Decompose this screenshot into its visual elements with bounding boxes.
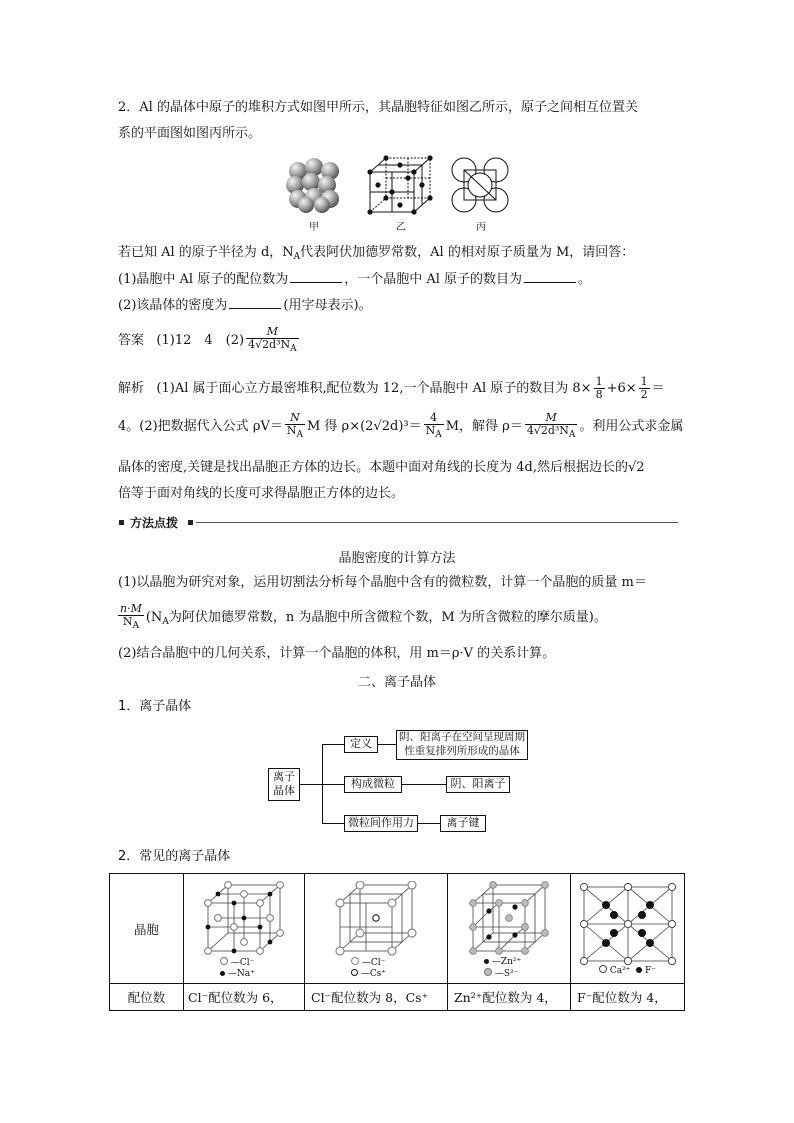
q2-part2: (2)该晶体的密度为 (用字母表示)。 — [118, 298, 372, 313]
diagram-branch-particles: 构成微粒 — [344, 776, 402, 793]
nacl-legend: —Cl⁻ —Na⁺ — [220, 957, 304, 980]
zns-cell-svg — [467, 881, 551, 957]
method-square-icon — [119, 520, 124, 525]
diagram-leaf-2-connector — [402, 784, 446, 785]
figure-label-yi: 乙 — [396, 222, 406, 233]
diagram-root-box — [268, 768, 300, 801]
q2-intro-line2: 系的平面图如图丙所示。 — [118, 126, 262, 141]
method-p1-line1: (1)以晶胞为研究对象，运用切割法分析每个晶胞中含有的微粒数，计算一个晶胞的质量 m＝ — [118, 575, 647, 590]
figure-label-jia: 甲 — [309, 222, 319, 233]
analysis-line1: 解析 (1)Al 属于面心立方最密堆积,配位数为 12,一个晶胞中 Al 原子的数目为 8× $\frac{1}{8}$ +6× $\frac{1}{2}$ ＝ — [118, 375, 665, 401]
diagram-branch-force: 微粒间作用力 — [344, 815, 418, 832]
method-header-dot — [188, 520, 193, 525]
diagram-leaf-particles: 阴、阳离子 — [446, 776, 510, 793]
figure-yi-fcc-cell — [366, 154, 436, 216]
figure-label-bing: 丙 — [476, 222, 486, 233]
zns-legend: —Zn²⁺ —S²⁻ — [484, 957, 570, 980]
diagram-root-label: 离子晶体 — [273, 770, 295, 797]
table-row-label-coordination: 配位数 — [110, 984, 184, 1011]
section2-title: 二、离子晶体 — [357, 675, 436, 690]
caf2-coordination: F⁻配位数为 4， — [571, 984, 685, 1011]
cscl-cell — [305, 874, 448, 984]
analysis-line2: 4。(2)把数据代入公式 ρV＝ $\frac{N}{N_A}$ M 得 ρ×(2√2d)³＝ $\frac{4}{N_A}$ M，解得 ρ＝ $\frac{M}{4√2d^3N_A}$ 。利用公式求金属 — [118, 411, 684, 440]
analysis-line4: 倍等于面对角线的长度可求得晶胞正方体的边长。 — [118, 486, 405, 501]
q2-intro-line1: 2．Al 的晶体中原子的堆积方式如图甲所示，其晶胞特征如图乙所示，原子之间相互位置关 — [118, 100, 638, 115]
zns-coordination: Zn²⁺配位数为 4， — [448, 984, 571, 1011]
answer-line: 答案 (1)12 4 (2) $\frac{M}{4√2d^3N_A}$ — [118, 325, 297, 354]
analysis-line3: 晶体的密度,关键是找出晶胞正方体的边长。本题中面对角线的长度为 4d,然后根据边长的√2 — [118, 460, 645, 475]
figure-bing-plane — [449, 156, 511, 214]
diagram-leaf-1-connector — [378, 744, 396, 745]
caf2-cell — [571, 874, 685, 984]
answer-blank-1[interactable] — [290, 270, 342, 283]
diagram-root-connector — [300, 784, 322, 785]
diagram-branch-definition: 定义 — [344, 736, 378, 753]
method-divider — [196, 522, 678, 523]
diagram-leaf-3-connector — [418, 823, 440, 824]
diagram-leaf-definition: 阴、阳离子在空间呈现周期性重复排列所形成的晶体 — [396, 730, 528, 760]
table-row-coordination — [110, 984, 685, 1011]
diagram-branch-1-connector — [322, 744, 344, 745]
diagram-branch-3-connector — [322, 823, 344, 824]
nacl-coordination: Cl⁻配位数为 6， — [184, 984, 305, 1011]
zns-cell — [448, 874, 571, 984]
nacl-cell — [184, 874, 305, 984]
method-header: 方法点拨 — [130, 516, 179, 530]
q2-part1: (1)晶胞中 Al 原子的配位数为 ，一个晶胞中 Al 原子的数目为 。 — [118, 272, 592, 287]
nacl-cell-svg — [202, 881, 286, 957]
cscl-legend: —Cl⁻ —Cs⁺ — [351, 957, 447, 980]
caf2-legend: Ca²⁺ F⁻ — [571, 965, 684, 977]
figure-jia-sphere-packing — [284, 157, 346, 215]
diagram-leaf-force: 离子键 — [440, 815, 486, 832]
ionic-crystal-table — [109, 873, 685, 1011]
table-row-label-cell: 晶胞 — [110, 874, 184, 984]
method-p1-line2: $\frac{n\cdot M}{N_A}$ ($N_A$为阿伏加德罗常数，n 为晶胞中所含微粒个数，M 为所含微粒的摩尔质量)。 — [120, 602, 607, 631]
cscl-coordination: Cl⁻配位数为 8，Cs⁺ — [305, 984, 448, 1011]
caf2-cell-svg — [578, 883, 678, 965]
diagram-branch-2-connector — [322, 784, 344, 785]
cscl-cell-svg — [334, 881, 418, 957]
table-row-cell — [110, 874, 685, 984]
section2-sub2: 2．常见的离子晶体 — [118, 849, 231, 864]
answer-blank-3[interactable] — [229, 296, 281, 309]
q2-given: 若已知 Al 的原子半径为 d，$N_A$代表阿伏加德罗常数，Al 的相对原子质量为 M，请回答： — [118, 245, 635, 262]
method-title: 晶胞密度的计算方法 — [338, 551, 456, 566]
method-p2: (2)结合晶胞中的几何关系，计算一个晶胞的体积，用 m＝ρ·V 的关系计算。 — [118, 646, 556, 661]
section2-sub1: 1．离子晶体 — [118, 699, 192, 714]
answer-blank-2[interactable] — [524, 270, 576, 283]
